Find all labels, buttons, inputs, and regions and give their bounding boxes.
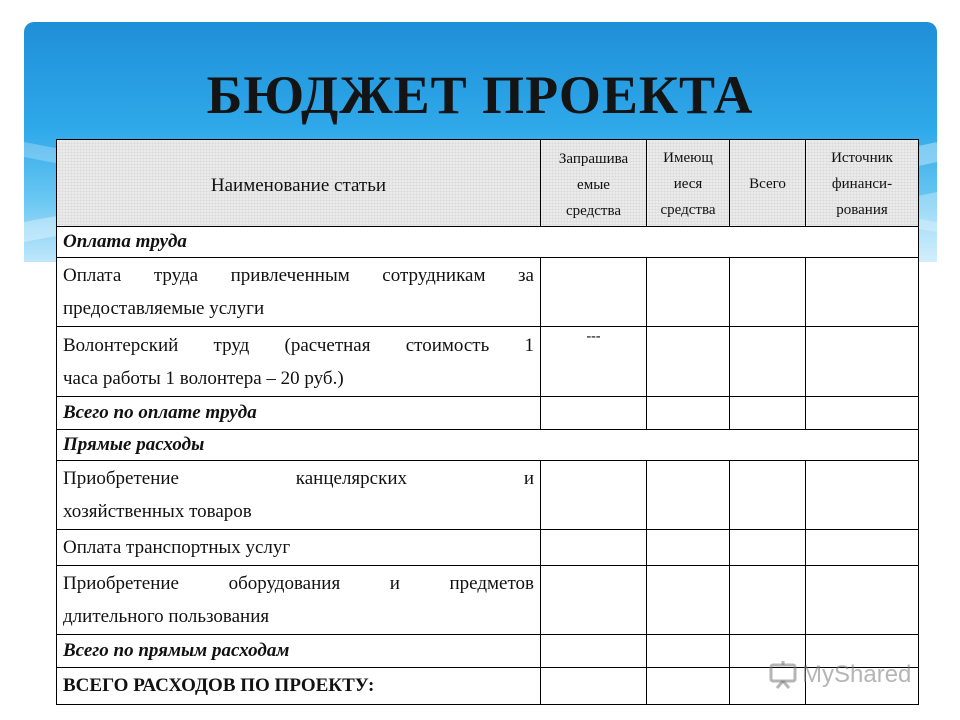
item-name-line: часа работы 1 волонтера – 20 руб.) (63, 367, 344, 389)
cell-available (647, 530, 730, 566)
item-name-line: Приобретение оборудования и предметов (63, 573, 534, 594)
section-row-labor (57, 227, 919, 258)
header-requested-line: емые (577, 177, 610, 193)
table-row (57, 530, 919, 566)
item-name (57, 258, 541, 327)
header-source-line: Источник (831, 150, 893, 166)
cell-requested: --- (541, 327, 647, 397)
header-requested-funds (541, 140, 647, 227)
table-row (57, 258, 919, 327)
cell-total (730, 397, 806, 430)
cell-source (806, 258, 919, 327)
cell-source (806, 397, 919, 430)
header-item-name: Наименование статьи (57, 140, 541, 227)
watermark (768, 660, 911, 690)
header-funding-source (806, 140, 919, 227)
cell-total (730, 327, 806, 397)
cell-available (647, 327, 730, 397)
cell-total (730, 461, 806, 530)
header-available-line: Имеющ (663, 150, 713, 166)
item-name (57, 566, 541, 635)
item-name-line: хозяйственных товаров (63, 501, 252, 522)
item-name-line: Оплата труда привлеченным сотрудникам за (63, 265, 534, 286)
page-title: БЮДЖЕТ ПРОЕКТА (206, 65, 754, 125)
cell-source (806, 327, 919, 397)
cell-total (730, 566, 806, 635)
item-name-line: Волонтерский труд (расчетная стоимость 1 (63, 334, 534, 356)
watermark-brand: MyShared (802, 661, 912, 688)
header-requested-line: Запрашива (558, 151, 629, 167)
cell-available (647, 668, 730, 705)
header-available-funds (647, 140, 730, 227)
grand-total-label: ВСЕГО РАСХОДОВ ПО ПРОЕКТУ: (57, 668, 541, 705)
cell-requested (541, 397, 647, 430)
item-name-line: Приобретение канцелярских и (63, 468, 534, 489)
cell-available (647, 566, 730, 635)
header-available-line: средства (660, 202, 716, 218)
cell-total (730, 258, 806, 327)
section-title: Оплата труда (57, 227, 919, 258)
subtotal-label: Всего по оплате труда (57, 397, 541, 430)
subtotal-label: Всего по прямым расходам (57, 635, 541, 668)
cell-available (647, 461, 730, 530)
cell-available (647, 397, 730, 430)
cell-total (730, 530, 806, 566)
item-name-line: предоставляемые услуги (63, 298, 265, 319)
presentation-board-icon (768, 661, 798, 689)
item-name (57, 461, 541, 530)
section-row-direct-costs (57, 430, 919, 461)
header-requested-line: средства (565, 203, 621, 219)
item-name (57, 327, 541, 397)
header-source-line: рования (836, 202, 888, 218)
cell-requested (541, 635, 647, 668)
cell-available (647, 258, 730, 327)
header-row (57, 140, 919, 227)
header-available-line: иеся (673, 176, 703, 192)
table-row (57, 327, 919, 397)
cell-source (806, 530, 919, 566)
cell-requested (541, 566, 647, 635)
header-total: Всего (730, 140, 806, 227)
cell-requested (541, 668, 647, 705)
cell-source (806, 566, 919, 635)
section-title: Прямые расходы (57, 430, 919, 461)
cell-requested (541, 461, 647, 530)
item-name: Оплата транспортных услуг (57, 530, 541, 566)
table-row (57, 566, 919, 635)
subtotal-row-labor (57, 397, 919, 430)
header-source-line: финанси- (831, 176, 893, 192)
budget-table (56, 139, 919, 705)
cell-requested (541, 258, 647, 327)
item-name-line: длительного пользования (63, 606, 270, 627)
cell-available (647, 635, 730, 668)
cell-source (806, 461, 919, 530)
cell-requested (541, 530, 647, 566)
table-row (57, 461, 919, 530)
